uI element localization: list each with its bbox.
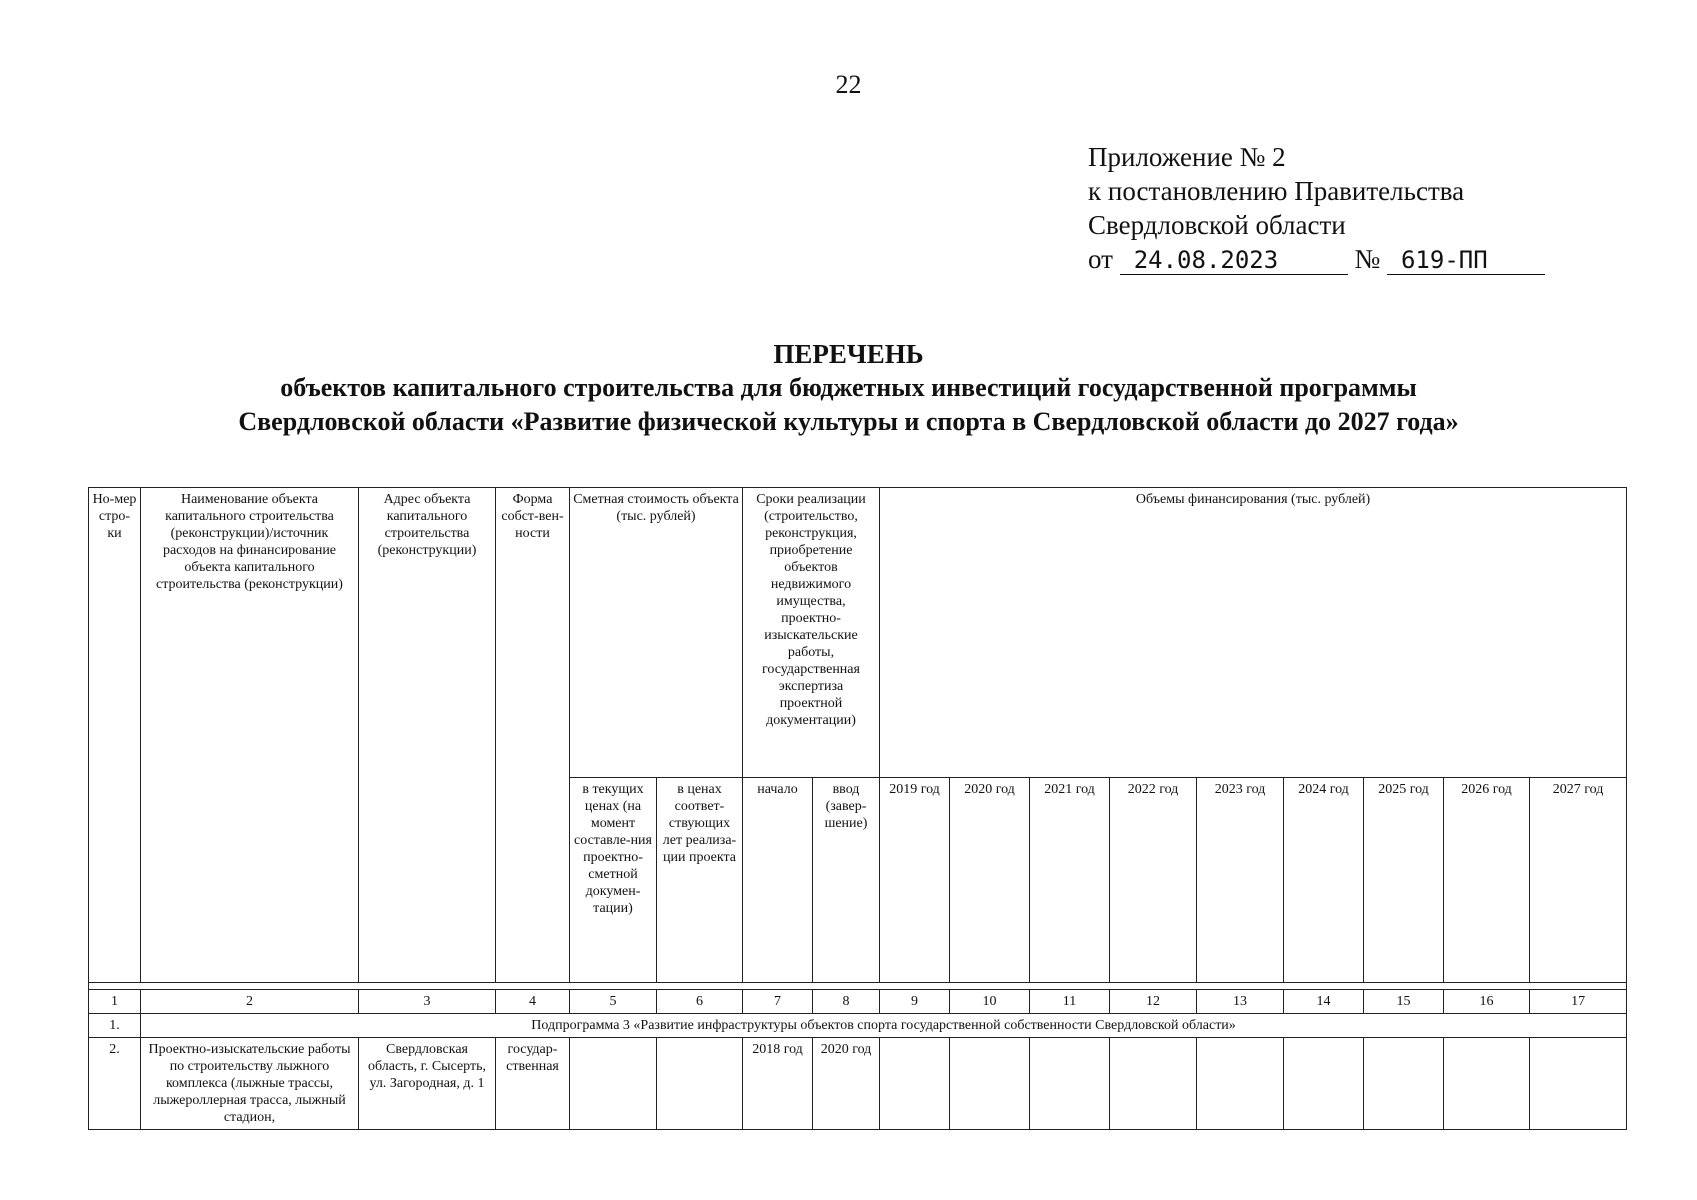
number-label: № [1354, 244, 1381, 274]
header-year: 2022 год [1110, 778, 1197, 983]
row-object-name: Проектно-изыскательские работы по строительству лыжного комплекса (лыжные трассы, лыжероллерная трасса, лыжный стадион, [141, 1038, 359, 1130]
header-year: 2020 год [950, 778, 1030, 983]
column-number: 11 [1030, 990, 1110, 1014]
subprogram-number: 1. [89, 1014, 141, 1038]
column-number: 6 [657, 990, 743, 1014]
header-year: 2025 год [1364, 778, 1444, 983]
row-year-value [950, 1038, 1030, 1130]
column-number: 13 [1197, 990, 1284, 1014]
column-number: 3 [359, 990, 496, 1014]
header-estimated-cost: Сметная стоимость объекта (тыс. рублей) [570, 488, 743, 778]
header-cost-years: в ценах соответ-ствующих лет реализа-ции проекта [657, 778, 743, 983]
header-year: 2019 год [880, 778, 950, 983]
objects-table-container [88, 487, 1626, 1130]
appendix-decree: к постановлению Правительства [1088, 176, 1465, 206]
appendix-signature-row [1088, 242, 1545, 276]
header-year: 2027 год [1530, 778, 1627, 983]
row-year-value [1197, 1038, 1284, 1130]
row-cost-current [570, 1038, 657, 1130]
from-label: от [1088, 244, 1113, 274]
subprogram-title: Подпрограмма 3 «Развитие инфраструктуры объектов спорта государственной собственности Свердловской области» [141, 1014, 1627, 1038]
header-terms: Сроки реализации (строительство, реконструкция, приобретение объектов недвижимого имущества, проектно-изыскательские работы, государственная экспертиза проектной документации) [743, 488, 880, 778]
header-year: 2021 год [1030, 778, 1110, 983]
header-row-number: Но-мер стро-ки [89, 488, 141, 983]
column-number: 12 [1110, 990, 1197, 1014]
appendix-title: Приложение № 2 [1088, 142, 1286, 172]
row-year-value [1284, 1038, 1364, 1130]
row-address: Свердловская область, г. Сысерть, ул. Загородная, д. 1 [359, 1038, 496, 1130]
column-number: 17 [1530, 990, 1627, 1014]
column-numbers-row [89, 990, 1627, 1014]
table-row [89, 1038, 1627, 1130]
title-line-3: Свердловской области «Развитие физической культуры и спорта в Свердловской области до 2027 года» [238, 407, 1459, 436]
document-title [0, 337, 1697, 439]
decree-date: 24.08.2023 [1120, 246, 1348, 275]
header-year: 2023 год [1197, 778, 1284, 983]
row-number: 2. [89, 1038, 141, 1130]
header-year: 2026 год [1444, 778, 1530, 983]
column-number: 2 [141, 990, 359, 1014]
row-year-value [1364, 1038, 1444, 1130]
header-start: начало [743, 778, 813, 983]
column-number: 14 [1284, 990, 1364, 1014]
header-ownership: Форма собст-вен-ности [496, 488, 570, 983]
header-row-main [89, 488, 1627, 778]
column-number: 10 [950, 990, 1030, 1014]
row-start: 2018 год [743, 1038, 813, 1130]
row-year-value [1030, 1038, 1110, 1130]
column-number: 9 [880, 990, 950, 1014]
header-address: Адрес объекта капитального строительства (реконструкции) [359, 488, 496, 983]
title-heading: ПЕРЕЧЕНЬ [773, 339, 924, 369]
appendix-block [1088, 140, 1545, 276]
header-cost-current: в текущих ценах (на момент составле-ния проектно-сметной докумен-тации) [570, 778, 657, 983]
subprogram-row [89, 1014, 1627, 1038]
header-gap [89, 983, 1627, 990]
gap-cell [89, 983, 1627, 990]
header-object-name: Наименование объекта капитального строительства (реконструкции)/источник расходов на финансирование объекта капитального строительства (реконструкции) [141, 488, 359, 983]
row-year-value [1530, 1038, 1627, 1130]
row-ownership: государ-ственная [496, 1038, 570, 1130]
column-number: 1 [89, 990, 141, 1014]
header-year: 2024 год [1284, 778, 1364, 983]
column-number: 4 [496, 990, 570, 1014]
header-financing: Объемы финансирования (тыс. рублей) [880, 488, 1627, 778]
column-number: 5 [570, 990, 657, 1014]
row-year-value [1444, 1038, 1530, 1130]
title-line-2: объектов капитального строительства для бюджетных инвестиций государственной программы [280, 373, 1417, 402]
column-number: 15 [1364, 990, 1444, 1014]
header-end: ввод (завер-шение) [813, 778, 880, 983]
column-number: 8 [813, 990, 880, 1014]
objects-table [88, 487, 1627, 1130]
column-number: 16 [1444, 990, 1530, 1014]
appendix-region: Свердловской области [1088, 210, 1346, 240]
row-year-value [880, 1038, 950, 1130]
decree-number: 619-ПП [1387, 246, 1545, 275]
row-cost-years [657, 1038, 743, 1130]
row-end: 2020 год [813, 1038, 880, 1130]
column-number: 7 [743, 990, 813, 1014]
page-number: 22 [835, 70, 862, 99]
row-year-value [1110, 1038, 1197, 1130]
